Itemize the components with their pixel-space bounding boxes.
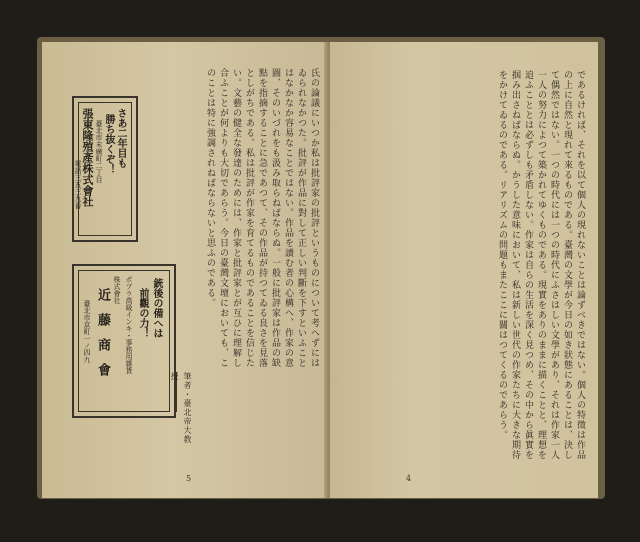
ad-bottom-headline-1: 銃後の備へは	[151, 278, 162, 338]
ad-top-slogan-2: 勝ち抜くぞ！	[103, 114, 114, 174]
right-body-text: であるければ、それを以て個人の現れないことは論ずべきではない。個人の特徵は作品の上に自然と現れて來るものである。臺灣の文學が今日の如き狀態にあることは、決して偶然ではない。一つの時代には一つの時代にふさはしい文學があり、それは作家一人一人の努力によつて築かれてゆくものである。現實をありのままに描くことと、理想を追ふこととは必ずしも矛盾しない。作家は自らの生活を深く見つめ、その中から眞實を掴み出さねばならぬ。かうした意味において、私は新しい世代の作家たちに大きな期待をかけてゐるのである。リアリズムの問題もまたここに關はつてくるのであらう。	[497, 70, 585, 460]
byline: 筆者・臺北帝大教授	[170, 372, 192, 444]
ad-bottom-products: ポプラ高級インキ・事務用雜貨	[125, 276, 133, 374]
ad-top	[72, 96, 138, 242]
ad-bottom	[72, 264, 176, 418]
left-page	[42, 42, 328, 498]
left-page-number: 5	[186, 474, 192, 483]
ad-bottom-corp-type: 株式會社	[113, 276, 121, 304]
right-page-number: 4	[406, 474, 412, 483]
ad-bottom-address: 臺北市京町一ノ四九	[83, 300, 91, 363]
ad-bottom-company: 近藤商會	[95, 288, 110, 388]
ad-top-phone: 電話三五三九番	[74, 160, 82, 209]
ad-top-slogan-1: さあ二年目も	[115, 108, 126, 168]
right-page	[330, 42, 598, 498]
ad-top-address: 臺北市末廣町二丁目	[95, 120, 103, 183]
ad-bottom-headline-2: 前觀の力！	[137, 288, 148, 338]
ad-top-company: 張東隆殖產株式會社	[81, 108, 94, 207]
left-body-text: 氏の論議にいつか私は批評家の批評というものについて考へずにはゐられなかつた。批評が作品に對して正しい判斷を下すといふことはなかなか容易なことではない。作品を讀む者の心構へ、作家の意圖、そのいづれをも汲み取らねばならぬ。一般に批評家は作品の缺點を指摘することに急であつて、その作品が持つてゐる良さを見落としがちである。私は批評が作家を育てるものであることを信じたい。文藝の健全な發達のためには、作家と批評家とが互ひに理解し合ふことが何よりも大切であらう。今日の臺灣文壇においても、このことは特に強調されねばならないと思ふのである。	[205, 68, 319, 368]
